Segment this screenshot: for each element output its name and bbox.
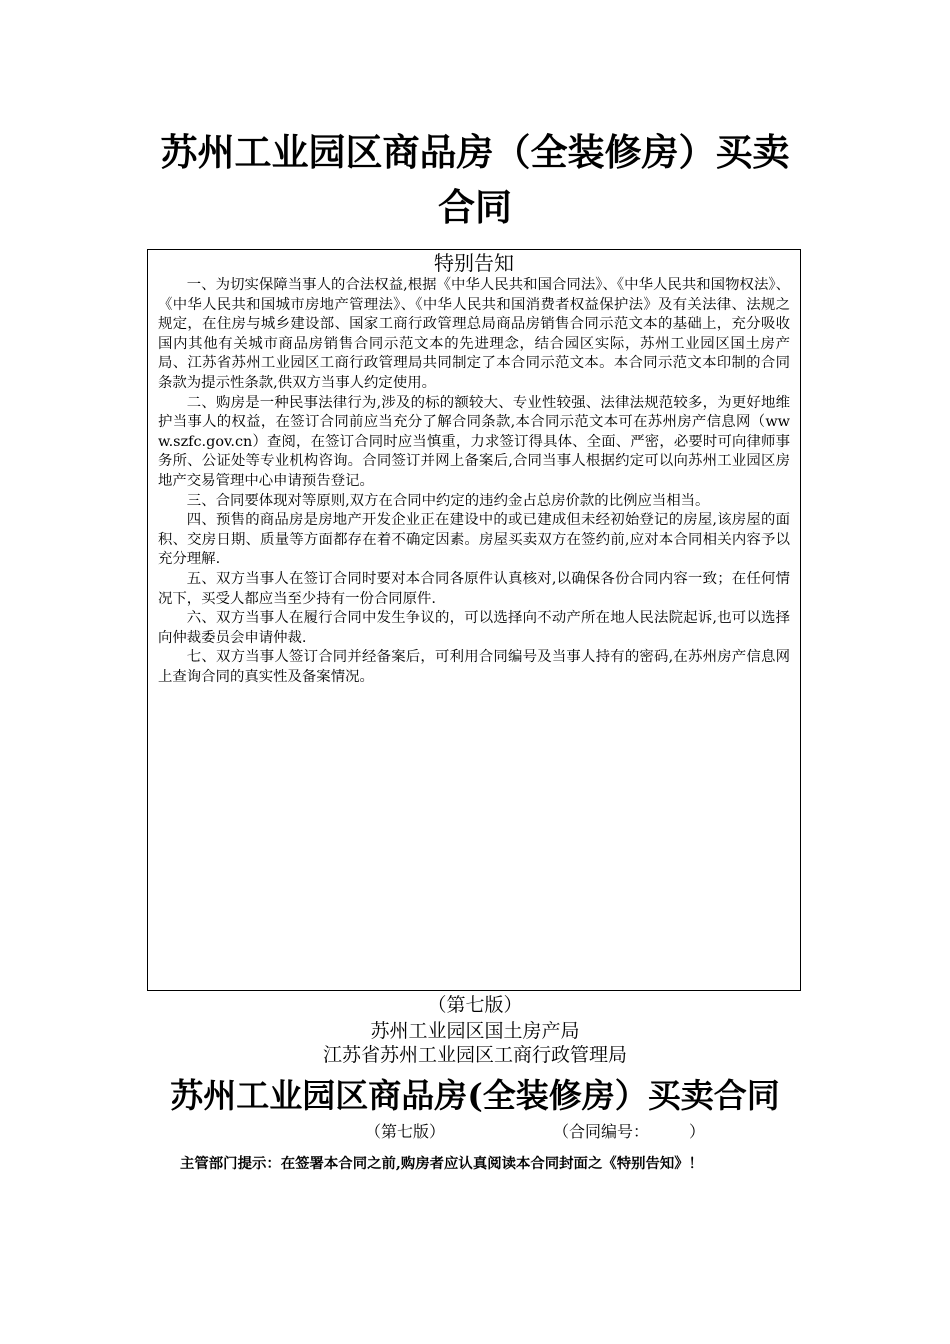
notice-paragraph-3: 三、合同要体现对等原则,双方在合同中约定的违约金占总房价款的比例应当相当。 [186,492,710,509]
issuer-land-housing-bureau: 苏州工业园区国土房产局 [370,1021,580,1042]
authority-tip: 主管部门提示：在签署本合同之前,购房者应认真阅读本合同封面之《特别告知》！ [180,1155,704,1172]
edition-label-top: （第七版） [427,995,523,1016]
notice-paragraph-4: 四、预售的商品房是房地产开发企业正在建设中的或已建成但未经初始登记的房屋,该房屋的面积、交房日期、质量等方面都存在着不确定因素。房屋买卖双方在签约前,应对本合同相关内容予以充分理解. [158,512,790,568]
notice-paragraph-6: 六、双方当事人在履行合同中发生争议的，可以选择向不动产所在地人民法院起诉,也可以选择向仲裁委员会申请仲裁. [158,610,790,646]
contract-number-field: （合同编号： ） [553,1124,706,1141]
contract-title: 苏州工业园区商品房(全装修房）买卖合同 [170,1076,780,1115]
document-title: 苏州工业园区商品房（全装修房）买卖合同 [160,130,790,229]
edition-row [150,1122,800,1144]
special-notice-heading: 特别告知 [434,251,514,275]
notice-paragraph-7: 七、双方当事人签订合同并经备案后，可利用合同编号及当事人持有的密码,在苏州房产信息网上查询合同的真实性及备案情况。 [158,649,790,685]
special-notice-box [147,249,801,991]
notice-paragraph-2: 二、购房是一种民事法律行为,涉及的标的额较大、专业性较强、法律法规范较多，为更好地维护当事人的权益，在签订合同前应当充分了解合同条款,本合同示范文本可在苏州房产信息网（www.szfc.gov.cn）查阅，在签订合同时应当慎重，力求签订得具体、全面、严密，必要时可向律师事务所、公证处等专业机构咨询。合同签订并网上备案后,合同当事人根据约定可以向苏州工业园区房地产交易管理中心申请预告登记。 [158,394,790,489]
notice-paragraph-5: 五、双方当事人在签订合同时要对本合同各原件认真核对,以确保各份合同内容一致；在任何情况下，买受人都应当至少持有一份合同原件. [158,570,790,607]
notice-paragraph-1: 一、为切实保障当事人的合法权益,根据《中华人民共和国合同法》、《中华人民共和国物权法》、《中华人民共和国城市房地产管理法》、《中华人民共和国消费者权益保护法》及有关法律、法规之规定，在住房与城乡建设部、国家工商行政管理总局商品房销售合同示范文本的基础上，充分吸收国内其他有关城市商品房销售合同示范文本的先进理念，结合园区实际，苏州工业园区国土房产局、江苏省苏州工业园区工商行政管理局共同制定了本合同示范文本。本合同示范文本印制的合同条款为提示性条款,供双方当事人约定使用。 [158,277,790,391]
edition-label: （第七版） [365,1124,446,1141]
issuer-industry-commerce-bureau: 江苏省苏州工业园区工商行政管理局 [322,1045,627,1066]
